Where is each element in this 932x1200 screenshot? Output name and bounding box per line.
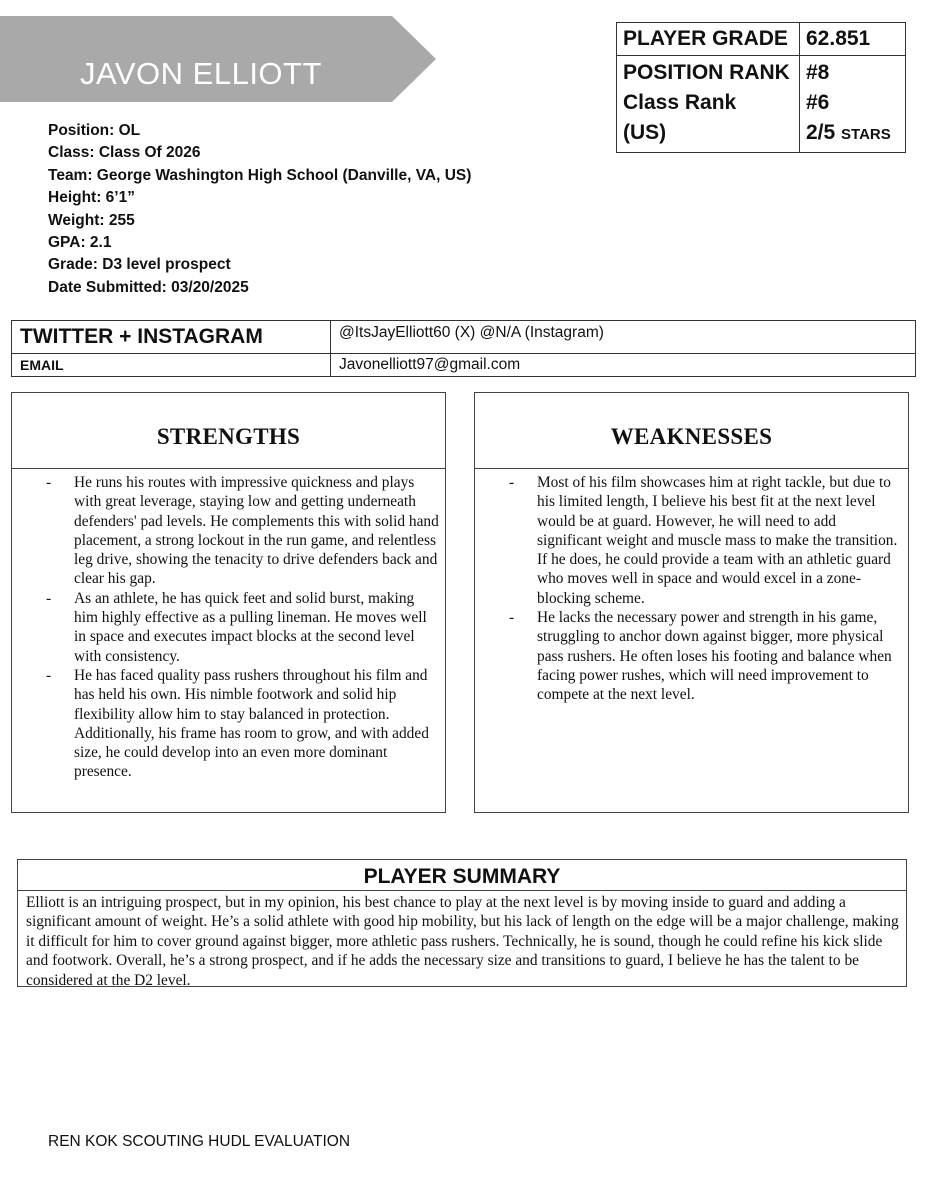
rank-labels xyxy=(617,56,800,153)
player-grade-label: PLAYER GRADE xyxy=(617,23,800,56)
strength-item: - He runs his routes with impressive quickness and plays with great leverage, staying low and getting underneath defenders' pad levels. He complements this with solid hand placement, a strong lockout in the run game, and relentless leg drive, showing the tenacity to drive defenders back and clear his gap. xyxy=(12,473,439,589)
contact-table xyxy=(11,320,916,377)
email-value: Javonelliott97@gmail.com xyxy=(331,354,916,377)
position-rank-label: POSITION RANK xyxy=(623,61,790,84)
name-banner xyxy=(0,16,436,102)
email-row xyxy=(12,354,916,377)
info-weight: Weight: 255 xyxy=(48,211,135,229)
player-info xyxy=(48,120,471,299)
rank-values xyxy=(800,56,906,153)
stars-suffix: STARS xyxy=(841,126,891,143)
summary-heading: PLAYER SUMMARY xyxy=(18,860,906,891)
player-grade-value: 62.851 xyxy=(800,23,906,56)
strengths-list xyxy=(12,469,445,782)
info-date-submitted: Date Submitted: 03/20/2025 xyxy=(48,278,249,296)
player-summary-section xyxy=(17,859,907,987)
info-gpa: GPA: 2.1 xyxy=(48,234,112,252)
social-label: TWITTER + INSTAGRAM xyxy=(12,321,331,354)
email-label: EMAIL xyxy=(12,354,331,377)
player-grade-row xyxy=(617,23,906,56)
weaknesses-section xyxy=(474,392,909,813)
country-label: (US) xyxy=(623,121,667,144)
info-grade: Grade: D3 level prospect xyxy=(48,256,231,274)
position-rank-value: #8 xyxy=(806,61,830,84)
weakness-item: - He lacks the necessary power and strength in his game, struggling to anchor down against bigger, more physical pass rushers. He often loses his footing and balance when facing power rushes, which will need improvement to compete at the next level. xyxy=(475,608,902,704)
info-class: Class: Class Of 2026 xyxy=(48,144,201,162)
weakness-item: - Most of his film showcases him at right tackle, but due to his limited length, I believe his best fit at the next level would be at guard. However, he will need to add significant weight and muscle mass to make the transition. If he does, he could provide a team with an athletic guard who moves well in space and would excel in a zone-blocking scheme. xyxy=(475,473,902,608)
strength-item: - As an athlete, he has quick feet and solid burst, making him highly effective as a pulling lineman. He moves well in space and executes impact blocks at the second level with consistency. xyxy=(12,589,439,666)
footer-text: REN KOK SCOUTING HUDL EVALUATION xyxy=(48,1133,351,1150)
summary-text: Elliott is an intriguing prospect, but in my opinion, his best chance to play at the next level is by moving inside to guard and adding a significant amount of weight. He’s a solid athlete with good hip mobility, but his lack of length on the edge will be a major challenge, making it difficult for him to cover ground against bigger, more athletic pass rushers. Technically, he is sound, though he could refine his kick slide and footwork. Overall, he’s a strong prospect, and if he adds the necessary size and transitions to guard, I believe he has the talent to be considered at the D2 level. xyxy=(26,894,899,989)
class-rank-label: Class Rank xyxy=(623,91,737,114)
class-rank-value: #6 xyxy=(806,91,830,114)
strengths-heading: STRENGTHS xyxy=(12,393,445,469)
weaknesses-heading: WEAKNESSES xyxy=(475,393,908,469)
strength-item: - He has faced quality pass rushers throughout his film and has held his own. His nimble footwork and solid hip flexibility allow him to stay balanced in protection. Additionally, his frame has room to grow, and with added size, he could develop into an even more dominant presence. xyxy=(12,666,439,782)
strengths-section xyxy=(11,392,446,813)
rank-row xyxy=(617,56,906,153)
social-value: @ItsJayElliott60 (X) @N/A (Instagram) xyxy=(331,321,916,354)
info-height: Height: 6’1” xyxy=(48,189,135,207)
social-row xyxy=(12,321,916,354)
grade-table xyxy=(616,22,906,153)
info-position: Position: OL xyxy=(48,122,141,139)
info-team: Team: George Washington High School (Danville, VA, US) xyxy=(48,166,472,184)
weaknesses-list xyxy=(475,469,908,705)
stars-value: 2/5 xyxy=(806,121,836,144)
stars-rating xyxy=(806,118,899,150)
player-name: JAVON ELLIOTT xyxy=(80,56,322,91)
